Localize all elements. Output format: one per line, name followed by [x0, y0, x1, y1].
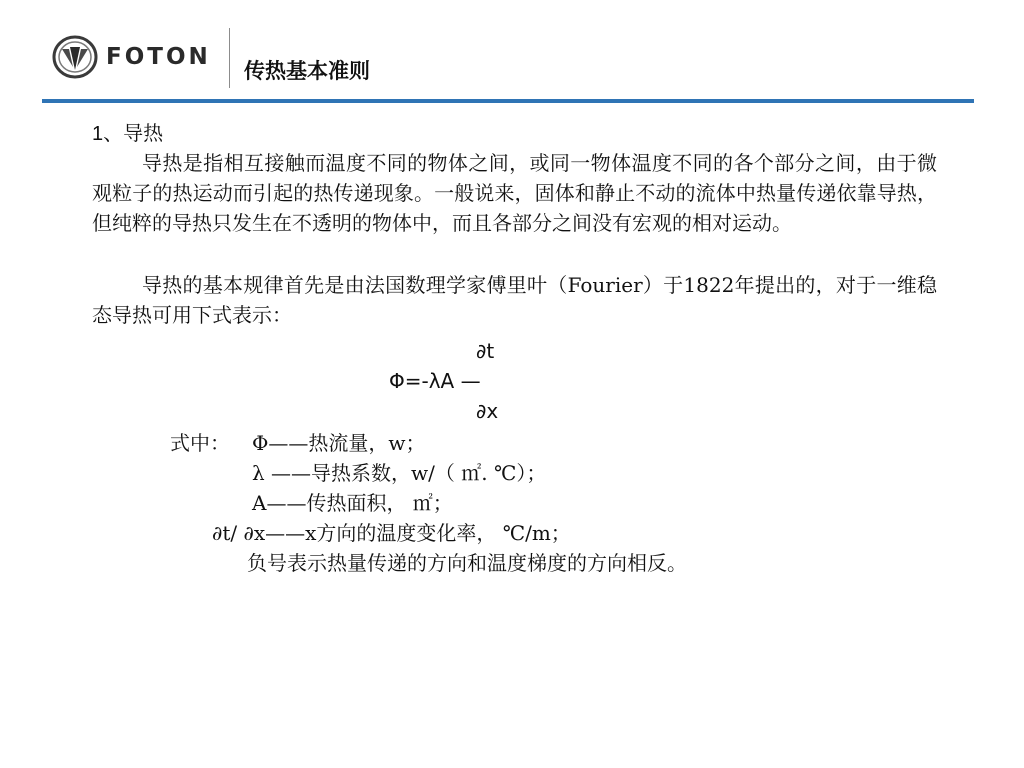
brand-wordmark: FOTON: [106, 44, 211, 70]
section-heading: 1、导热: [92, 123, 164, 145]
foton-emblem-icon: [52, 34, 98, 80]
definition-temperature-gradient: ∂t/ ∂x——x方向的温度变化率， ℃/m；: [212, 521, 571, 545]
definition-area: A——传热面积， ㎡；: [252, 491, 453, 515]
definition-conductivity: λ ——导热系数，w/（ ㎡. ℃）；: [252, 461, 547, 485]
page-title: 传热基本准则: [244, 59, 370, 83]
definitions-intro: 式中：: [170, 431, 230, 455]
header-divider: [229, 28, 230, 88]
equation-numerator: ∂t: [476, 339, 495, 363]
definition-heat-flow: Φ——热流量，w；: [252, 431, 426, 455]
header-rule: [42, 99, 974, 103]
foton-logo: [52, 34, 211, 80]
definition-sign-note: 负号表示热量传递的方向和温度梯度的方向相反。: [247, 551, 687, 575]
paragraph-conduction-definition: 导热是指相互接触而温度不同的物体之间，或同一物体温度不同的各个部分之间，由于微观粒子的热运动而引起的热传递现象。一般说来，固体和静止不动的流体中热量传递依靠导热，但纯粹的导热只发生在不透明的物体中，而且各部分之间没有宏观的相对运动。: [92, 151, 937, 235]
slide-header: [0, 0, 1024, 104]
equation-denominator: ∂x: [476, 399, 499, 423]
equation-lhs: Φ=-λA —: [389, 369, 481, 393]
paragraph-fourier-law: 导热的基本规律首先是由法国数理学家傅里叶（Fourier）于1822年提出的，对于一维稳态导热可用下式表示：: [92, 273, 937, 327]
